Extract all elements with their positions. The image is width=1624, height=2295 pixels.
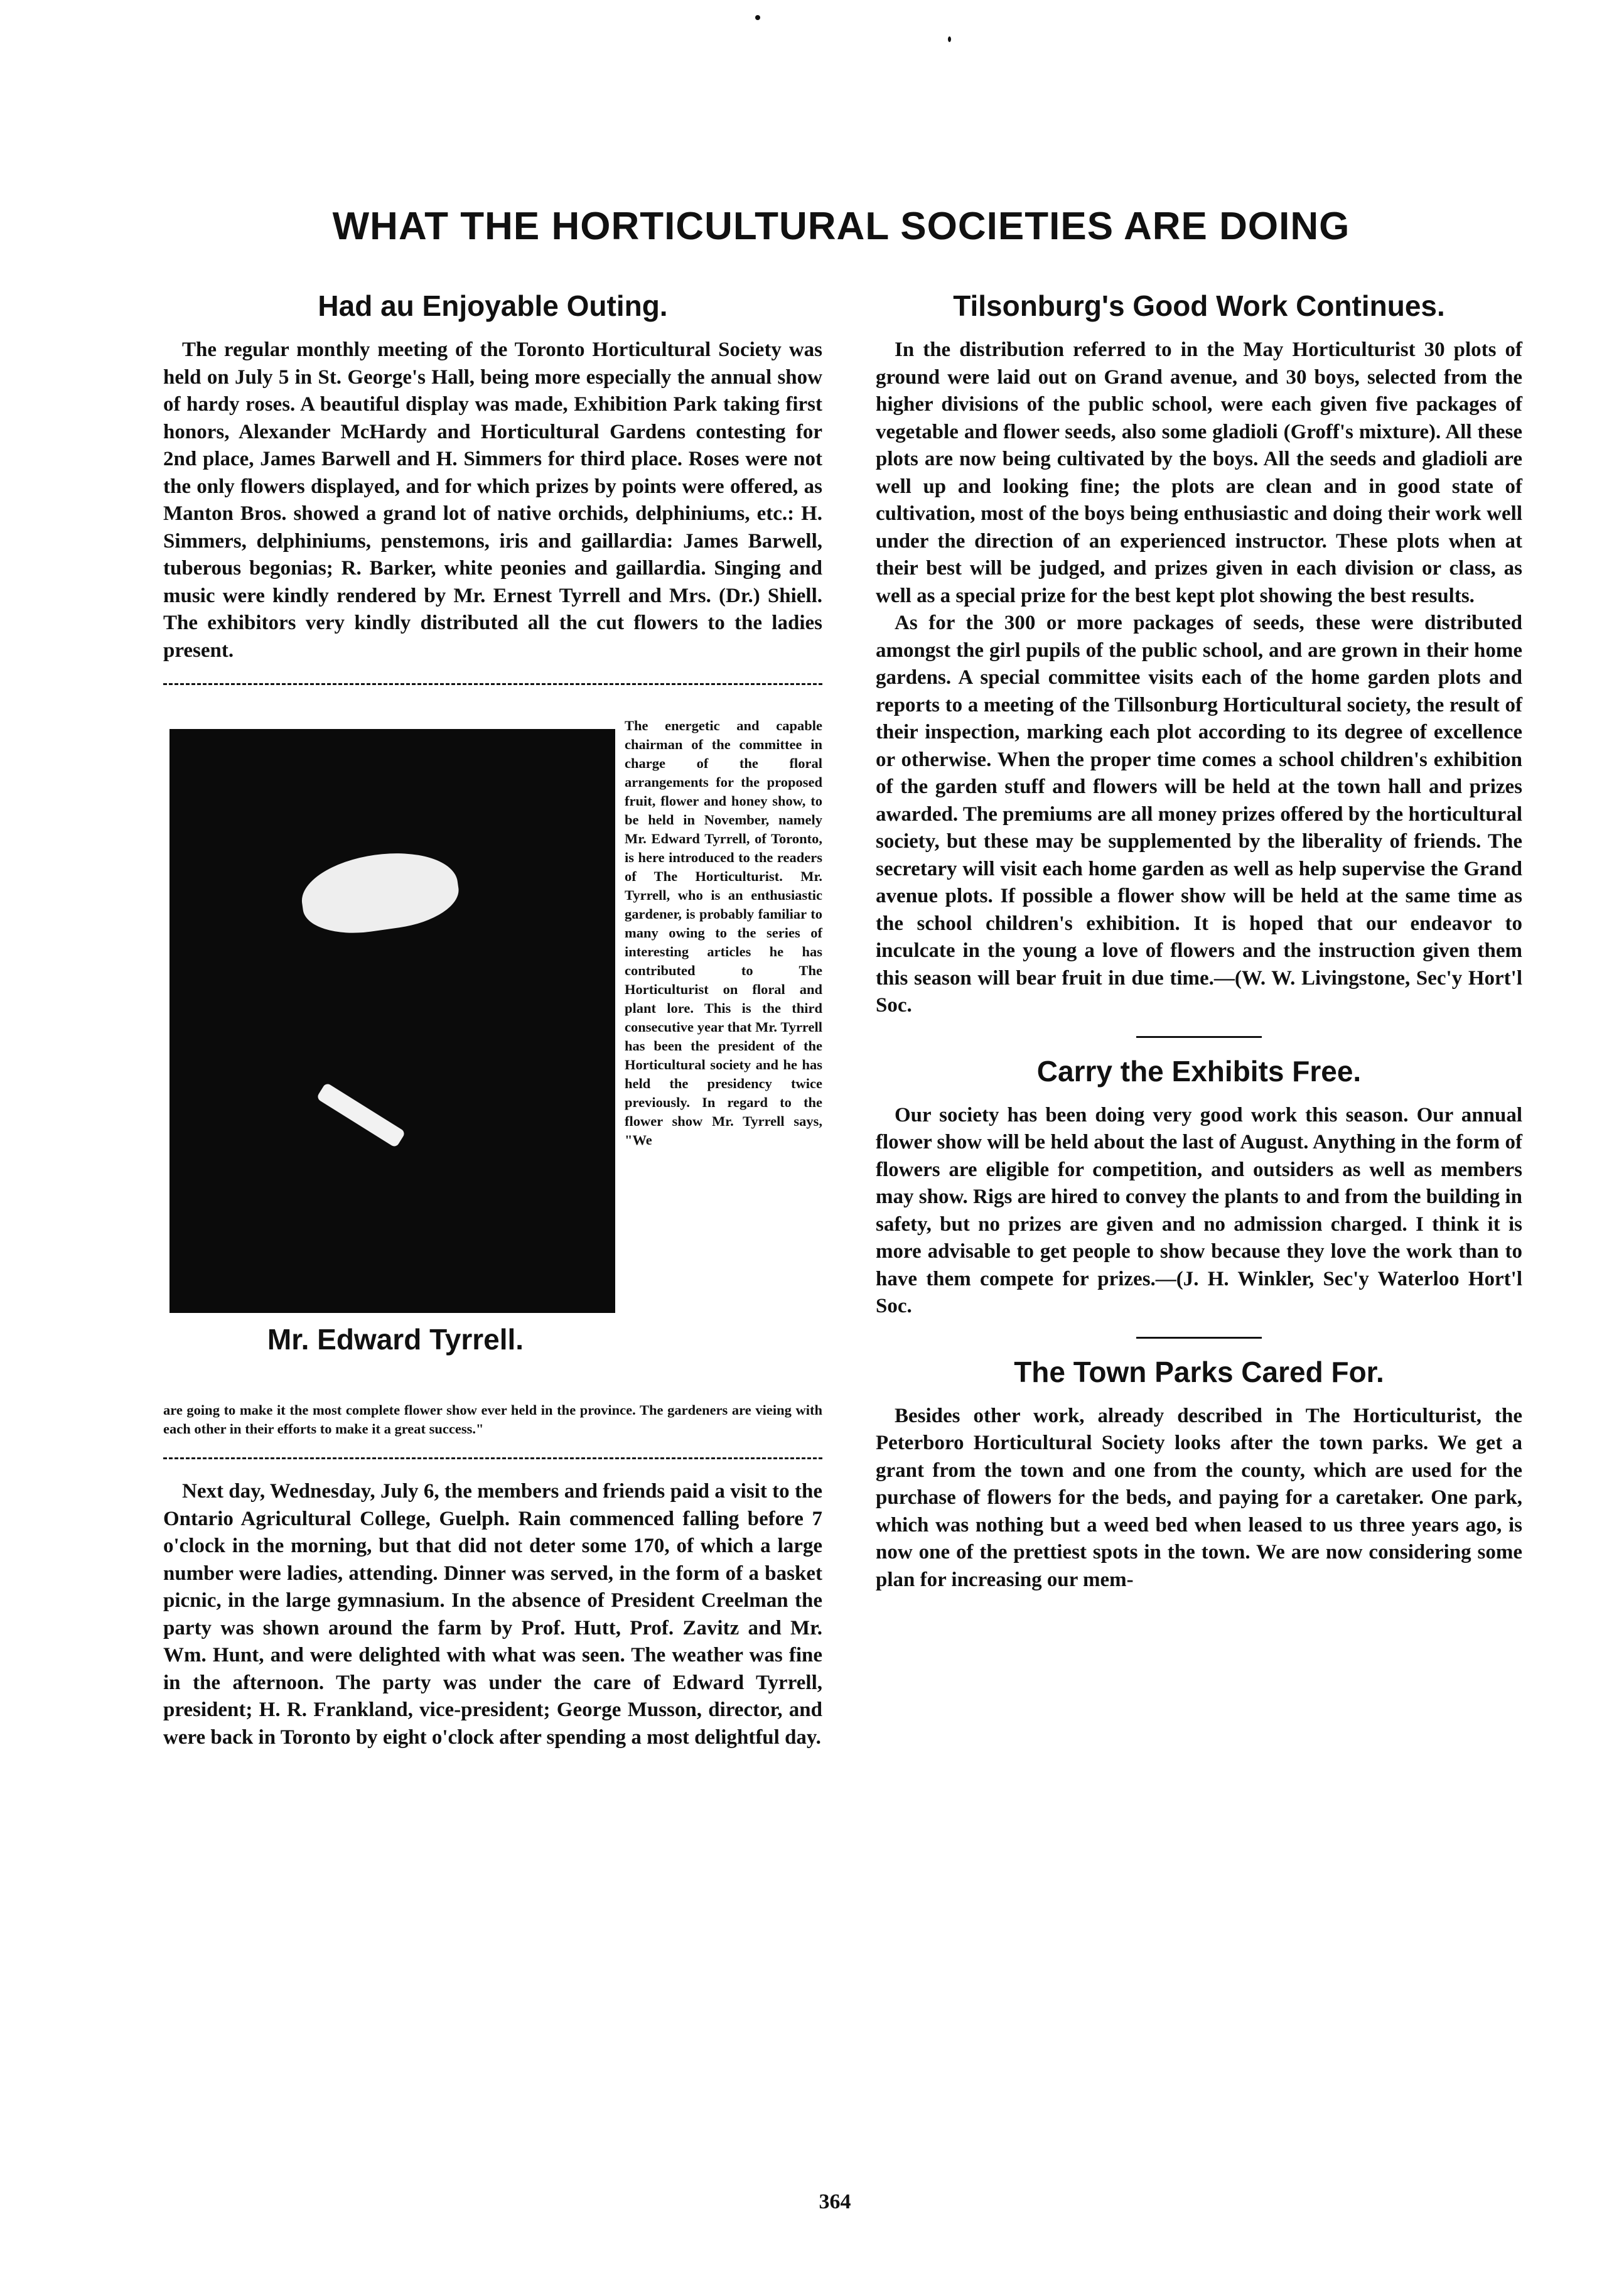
- portrait-figure: [163, 704, 822, 1401]
- section-divider: [1136, 1036, 1262, 1038]
- article-paragraph: As for the 300 or more packages of seeds, these were distributed amongst the girl pupils of the public school, and are grown in their home gardens. A special committee visits each of the home garden plots and reports to a meeting of the Tillsonburg Horticultural society, the result of their inspection, marking each plot according to its degree of excellence or otherwise. When the proper time comes a school children's exhibition of the garden stuff and flowers will be held at the town hall and prizes awarded. The premiums are all money prizes offered by the horticultural society, but these may be supplemented by the liberality of friends. The secretary will visit each home garden as well as help supervise the Grand avenue plots. If possible a flower show will be held at the same time as the school children's exhibition. It is hoped that our endeavor to inculcate in the young a love of flowers and the instruction given them this season will bear fruit in due time.—(W. W. Livingstone, Sec'y Hort'l Soc.: [876, 612, 1522, 1017]
- scan-speck: [948, 36, 951, 42]
- section-divider: [163, 683, 822, 685]
- portrait-side-text: The energetic and capable chairman of the committee in charge of the floral arrangements for the proposed fruit, flower and honey show, to be held in November, namely Mr. Edward Tyrrell, of Toronto, is here introduced to the readers of The Horticulturist. Mr. Tyrrell, who is an enthusiastic gardener, is probably familiar to many owing to the series of interesting articles he has contributed to The Horticulturist on floral and plant lore. This is the third consecutive year that Mr. Tyrrell has been the president of the Horticultural society and he has held the presidency twice previously. In regard to the flower show Mr. Tyrrell says, "We: [625, 718, 822, 1148]
- article-heading-town-parks: The Town Parks Cared For.: [1014, 1355, 1384, 1388]
- scan-speck: [755, 15, 760, 20]
- portrait-collar-highlight: [316, 1083, 406, 1148]
- article-body-exhibits-free: Our society has been doing very good work this season. Our annual flower show will be held about the last of August. Anything in the form of flowers are eligible for competition, and outsiders as well as members may show. Rigs are hired to convey the plants to and from the building in safety, but no prizes are given and no admission charged. I think it is more advisable to get people to show because they love the work than to have them compete for prizes.—(J. H. Winkler, Sec'y Waterloo Hort'l Soc.: [876, 1103, 1522, 1317]
- article-body-agricultural-college-visit: Next day, Wednesday, July 6, the members and friends paid a visit to the Ontario Agricultural College, Guelph. Rain commenced falling before 7 o'clock in the morning, but that did not deter some 170, of which a large number were ladies, attending. Dinner was served, in the form of a basket picnic, in the large gymnasium. In the absence of President Creelman the party was shown around the farm by Prof. Hutt, Prof. Zavitz and Mr. Wm. Hunt, and were delighted with what was seen. The weather was fine in the afternoon. The party was under the care of Edward Tyrrell, president; H. R. Frankland, vice-president; George Musson, director, and were back in Toronto by eight o'clock after spending a most delightful day.: [163, 1480, 822, 1749]
- left-column: [163, 289, 822, 1751]
- portrait-head-highlight: [297, 844, 463, 941]
- page-number: 364: [819, 2190, 851, 2213]
- article-paragraph: In the distribution referred to in the May Horticulturist 30 plots of ground were laid out on Grand avenue, and 30 boys, selected from the higher divisions of the public school, were each given five packages of vegetable and flower seeds, also some gladioli (Groff's mixture). All these plots are now being cultivated by the boys. All the seeds and gladioli are well up and looking fine; the plots are clean and in good state of cultivation, most of the boys being enthusiastic and doing their work well under the direction of an experienced instructor. These plots when at their best will be judged, and prizes given in each division or class, as well as a special prize for the best kept plot showing the best results.: [876, 338, 1522, 607]
- page-title: WHAT THE HORTICULTURAL SOCIETIES ARE DOING: [332, 205, 1350, 248]
- article-heading-exhibits-free: Carry the Exhibits Free.: [1036, 1054, 1362, 1088]
- portrait-caption: Mr. Edward Tyrrell.: [267, 1323, 524, 1356]
- article-heading-tilsonburg: Tilsonburg's Good Work Continues.: [953, 289, 1445, 322]
- article-heading-enjoyable-outing: Had au Enjoyable Outing.: [318, 289, 668, 322]
- portrait-photo: [169, 729, 615, 1313]
- section-divider: [163, 1457, 822, 1459]
- portrait-text-continued: are going to make it the most complete flower show ever held in the province. The gardeners are vieing with each other in their efforts to make it a great success.": [163, 1402, 822, 1437]
- article-body-enjoyable-outing: The regular monthly meeting of the Toronto Horticultural Society was held on July 5 in St. George's Hall, being more especially the annual show of hardy roses. A beautiful display was made, Exhibition Park taking first honors, Alexander McHardy and Horticultural Gardens contesting for 2nd place, James Barwell and H. Simmers for third place. Roses were not the only flowers displayed, and for which prizes by points were offered, as Manton Bros. showed a grand lot of native orchids, delphiniums, etc.: H. Simmers, delphiniums, penstemons, iris and gaillardia: James Barwell, tuberous begonias; R. Barker, white peonies and gaillardia. Singing and music were kindly rendered by Mr. Ernest Tyrrell and Mrs. (Dr.) Shiell. The exhibitors very kindly distributed all the cut flowers to the ladies present.: [163, 338, 822, 662]
- article-body-town-parks: Besides other work, already described in The Horticulturist, the Peterboro Horticultural Society looks after the town parks. We get a grant from the town and one from the county, which are used for the purchase of flowers for the beds, and paying for a caretaker. One park, which was nothing but a weed bed when leased to us three years ago, is now one of the prettiest spots in the town. We are now considering some plan for increasing our mem-: [876, 1404, 1522, 1591]
- section-divider: [1136, 1337, 1262, 1339]
- right-column: [876, 289, 1522, 1594]
